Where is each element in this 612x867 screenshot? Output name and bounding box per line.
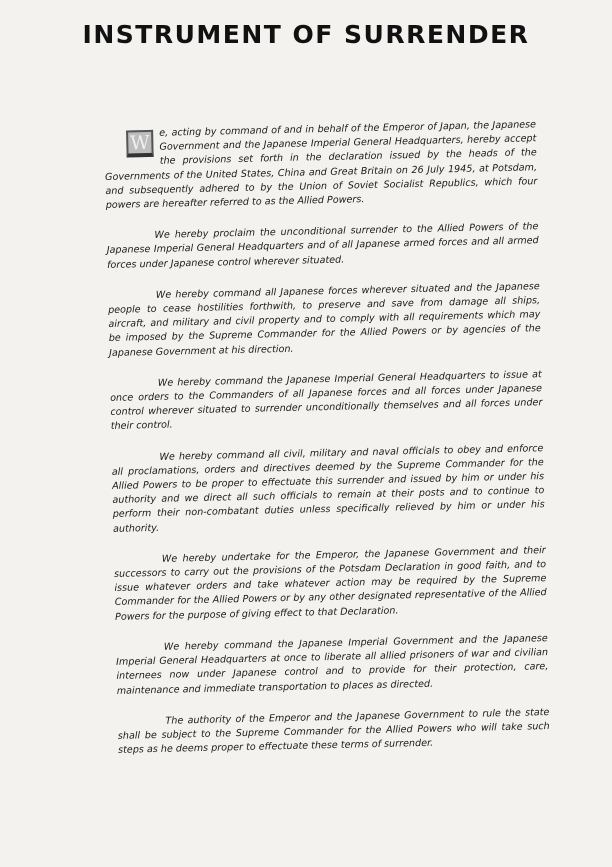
paragraph-8: The authority of the Emperor and the Japanese Government to rule the state shall be subject to the Supreme Commander for the Allied Powers who will take such steps as he deems proper to effectuate these terms of surrender. [117,706,550,756]
paragraph-3: We hereby command all Japanese forces wherever situated and the Japanese people to cease hostilities forthwith, to preserve and save from damage all ships, aircraft, and military and civil property and to comply with all requirements which may be imposed by the Supreme Commander for the Allied Powers or by agencies of the Japanese Government at his direction. [108,280,541,359]
document-title: INSTRUMENT OF SURRENDER [82,20,530,49]
paragraph-1 [104,118,538,213]
document-body [104,118,551,775]
paragraph-4: We hereby command the Japanese Imperial General Headquarters to issue at once orders to the Commanders of all Japanese forces and all forces under Japanese control wherever situated to surrender unconditionally themselves and all forces under their control. [110,368,543,433]
paragraph-7: We hereby command the Japanese Imperial Government and the Japanese Imperial General Headquarters at once to liberate all allied prisoners of war and civilian internees now under Japanese control and to provide for their protection, care, maintenance and immediate transportation to places as directed. [116,632,549,697]
drop-cap-w: W [126,130,154,158]
paragraph-2: We hereby proclaim the unconditional surrender to the Allied Powers of the Japanese Imperial General Headquarters and of all Japanese armed forces and all armed forces under Japanese control wherever situated. [106,221,539,271]
paragraph-1-text: e, acting by command of and in behalf of the Emperor of Japan, the Japanese Government and the Japanese Imperial General Headquarters, hereby accept the provisions set forth in the declaration issued by the heads of the Governments of the United States, China and Great Britain on 26 July 1945, at Potsdam, and subsequently adhered to by the Union of Soviet Socialist Republics, which four powers are hereafter referred to as the Allied Powers. [104,119,538,211]
paragraph-6: We hereby undertake for the Emperor, the Japanese Government and their successors to carry out the provisions of the Potsdam Declaration in good faith, and to issue whatever orders and take whatever action may be required by the Supreme Commander for the Allied Powers or by any other designated representative of the Allied Powers for the purpose of giving effect to that Declaration. [114,544,547,623]
paragraph-5: We hereby command all civil, military and naval officials to obey and enforce all proclamations, orders and directives deemed by the Supreme Commander for the Allied Powers to be proper to effectuate this surrender and issued by him or under his authority and we direct all such officials to remain at their posts and to continue to perform their non-combatant duties unless specifically relieved by him or under his authority. [111,442,545,535]
